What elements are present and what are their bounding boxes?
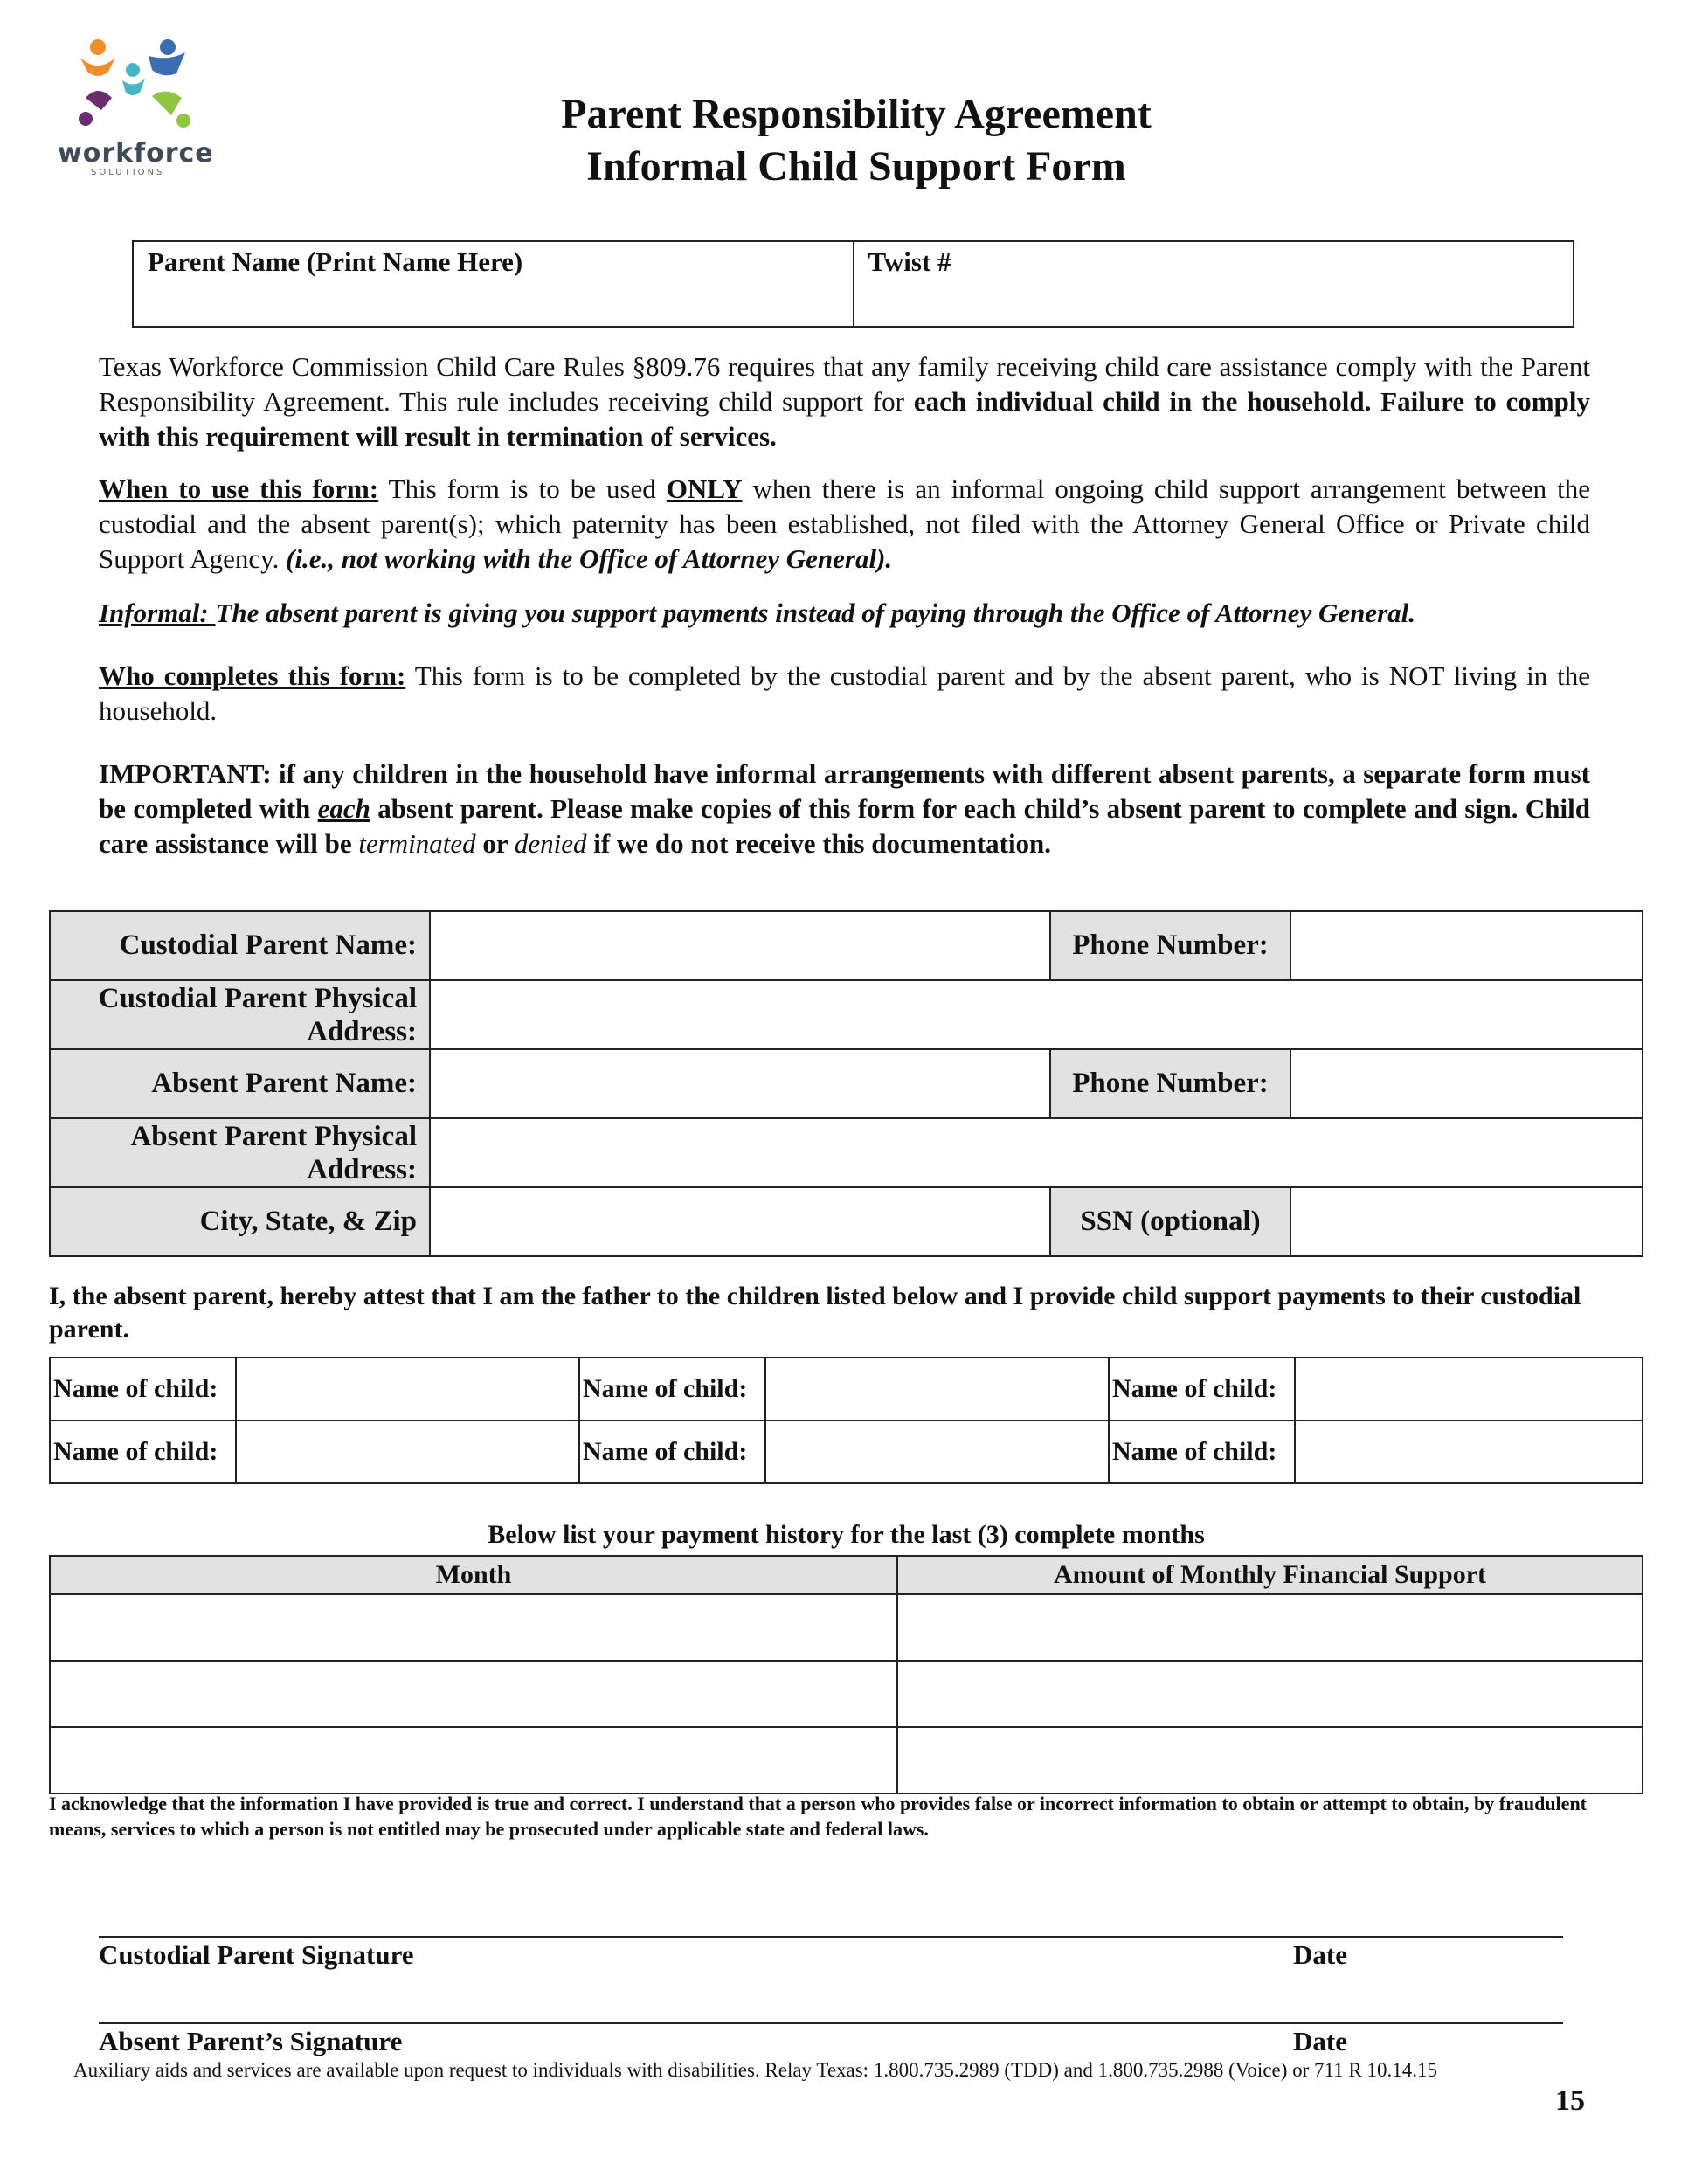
important-paragraph <box>99 757 1590 861</box>
payment-history-table <box>49 1555 1643 1794</box>
custodial-address-field[interactable] <box>430 980 1643 1049</box>
only-emphasis: ONLY <box>666 473 743 504</box>
amount-field[interactable] <box>897 1727 1643 1794</box>
or-text: or <box>475 828 515 859</box>
absent-name-field[interactable] <box>430 1049 1050 1118</box>
child-name-field[interactable] <box>765 1420 1109 1483</box>
month-field[interactable] <box>50 1727 897 1794</box>
custodial-address-label-line2: Address: <box>307 1015 417 1047</box>
city-state-zip-label: City, State, & Zip <box>50 1187 430 1256</box>
child-label: Name of child: <box>1109 1420 1295 1483</box>
who-completes-paragraph <box>99 659 1590 729</box>
custodial-date-label: Date <box>1293 1939 1347 1970</box>
custodial-address-label-line1: Custodial Parent Physical <box>98 982 417 1014</box>
custodial-name-field[interactable] <box>430 911 1050 980</box>
month-column-header: Month <box>50 1556 897 1594</box>
ie-note: (i.e., not working with the Office of Attorney General). <box>286 543 893 574</box>
child-label: Name of child: <box>50 1420 236 1483</box>
table-row <box>50 1594 1643 1661</box>
absent-name-label: Absent Parent Name: <box>50 1049 430 1118</box>
intro-text: Texas Workforce Commission Child Care Rules §809.76 requires that any family receiving child care assistance comply with the Parent Responsibility Agreement. This rule includes receiving child support for <box>99 351 1590 417</box>
parent-name-label: Parent Name (Print Name Here) <box>148 246 523 277</box>
denied-emphasis: denied <box>514 828 587 859</box>
child-label: Name of child: <box>579 1420 765 1483</box>
important-text-end: if we do not receive this documentation. <box>586 828 1052 859</box>
footer-text: Auxiliary aids and services are available upon request to individuals with disabilities. Relay Texas: 1.800.735.2989 (TDD) and 1.800.735.2988 (Voice) or 711 R 10.14.15 <box>73 2059 1438 2081</box>
when-to-use-paragraph <box>99 472 1590 577</box>
informal-paragraph <box>99 596 1590 631</box>
informal-text: The absent parent is giving you support payments instead of paying through the Office of Attorney General. <box>215 598 1416 628</box>
absent-address-field[interactable] <box>430 1118 1643 1187</box>
page-subtitle: Informal Child Support Form <box>586 143 1126 190</box>
when-text: This form is to be used <box>378 473 667 504</box>
amount-column-header: Amount of Monthly Financial Support <box>897 1556 1643 1594</box>
logo-text: workforce <box>58 138 214 169</box>
important-text-cont: absent parent. Please make copies of this form for each child’s absent parent to complete and sign. Child care assistance will be <box>99 793 1590 859</box>
attestation-text: I, the absent parent, hereby attest that I am the father to the children listed below and I provide child support payments to their custodial parent. <box>49 1282 1581 1344</box>
parent-info-table <box>49 910 1643 1257</box>
twist-field[interactable] <box>854 241 1574 327</box>
when-label: When to use this form: <box>99 473 379 504</box>
absent-address-label-line2: Address: <box>307 1153 417 1185</box>
page-title: Parent Responsibility Agreement <box>561 91 1152 137</box>
acknowledgement-text: I acknowledge that the information I have provided is true and correct. I understand that a person who provides false or incorrect information to obtain or attempt to obtain, by fraudulent means, services to which a person is not entitled may be prosecuted under applicable state and federal laws. <box>49 1793 1587 1840</box>
month-field[interactable] <box>50 1594 897 1661</box>
terminated-emphasis: terminated <box>358 828 476 859</box>
custodial-signature-label: Custodial Parent Signature <box>99 1939 414 1970</box>
child-label: Name of child: <box>1109 1358 1295 1420</box>
city-state-zip-field[interactable] <box>430 1187 1050 1256</box>
child-label: Name of child: <box>579 1358 765 1420</box>
custodial-signature-line[interactable] <box>99 1936 1563 1938</box>
intro-paragraph <box>99 349 1590 454</box>
child-name-field[interactable] <box>236 1420 579 1483</box>
each-emphasis: each <box>317 793 370 824</box>
absent-address-label-line1: Absent Parent Physical <box>130 1120 417 1152</box>
payment-history-heading: Below list your payment history for the last (3) complete months <box>488 1520 1205 1549</box>
page-number: 15 <box>1555 2084 1585 2117</box>
absent-signature-label: Absent Parent’s Signature <box>99 2026 403 2056</box>
absent-date-label: Date <box>1293 2026 1347 2056</box>
twist-label: Twist # <box>868 246 951 277</box>
amount-field[interactable] <box>897 1594 1643 1661</box>
ssn-label: SSN (optional) <box>1050 1187 1290 1256</box>
custodial-phone-field[interactable] <box>1290 911 1643 980</box>
when-text-cont: when there is an informal ongoing child support arrangement between the custodial and the absent parent(s); which paternity has been established, not filed with the Attorney General Office or Private child Support Agency. <box>99 473 1590 574</box>
parent-name-field[interactable] <box>133 241 854 327</box>
ssn-field[interactable] <box>1290 1187 1643 1256</box>
child-name-field[interactable] <box>236 1358 579 1420</box>
who-label: Who completes this form: <box>99 660 406 691</box>
child-name-field[interactable] <box>1295 1420 1643 1483</box>
absent-signature-line[interactable] <box>99 2022 1563 2024</box>
custodial-name-label: Custodial Parent Name: <box>50 911 430 980</box>
phone-label-2: Phone Number: <box>1050 1049 1290 1118</box>
children-table <box>49 1357 1643 1484</box>
absent-address-label <box>50 1118 430 1187</box>
child-label: Name of child: <box>50 1358 236 1420</box>
informal-label: Informal: <box>99 598 216 628</box>
phone-label-1: Phone Number: <box>1050 911 1290 980</box>
child-name-field[interactable] <box>1295 1358 1643 1420</box>
table-row <box>50 1661 1643 1727</box>
month-field[interactable] <box>50 1661 897 1727</box>
who-text: This form is to be completed by the custodial parent and by the absent parent, who is NOT living in the household. <box>99 660 1590 726</box>
logo-subtext: SOLUTIONS <box>91 168 165 177</box>
custodial-address-label <box>50 980 430 1049</box>
table-row <box>50 1727 1643 1794</box>
absent-phone-field[interactable] <box>1290 1049 1643 1118</box>
important-text: IMPORTANT: if any children in the household have informal arrangements with different absent parents, a separate form must be completed with <box>99 758 1590 824</box>
child-name-field[interactable] <box>765 1358 1109 1420</box>
intro-bold-text: each individual child in the household. Failure to comply with this requirement will result in termination of services. <box>99 386 1590 452</box>
amount-field[interactable] <box>897 1661 1643 1727</box>
parent-name-box <box>132 240 1574 328</box>
